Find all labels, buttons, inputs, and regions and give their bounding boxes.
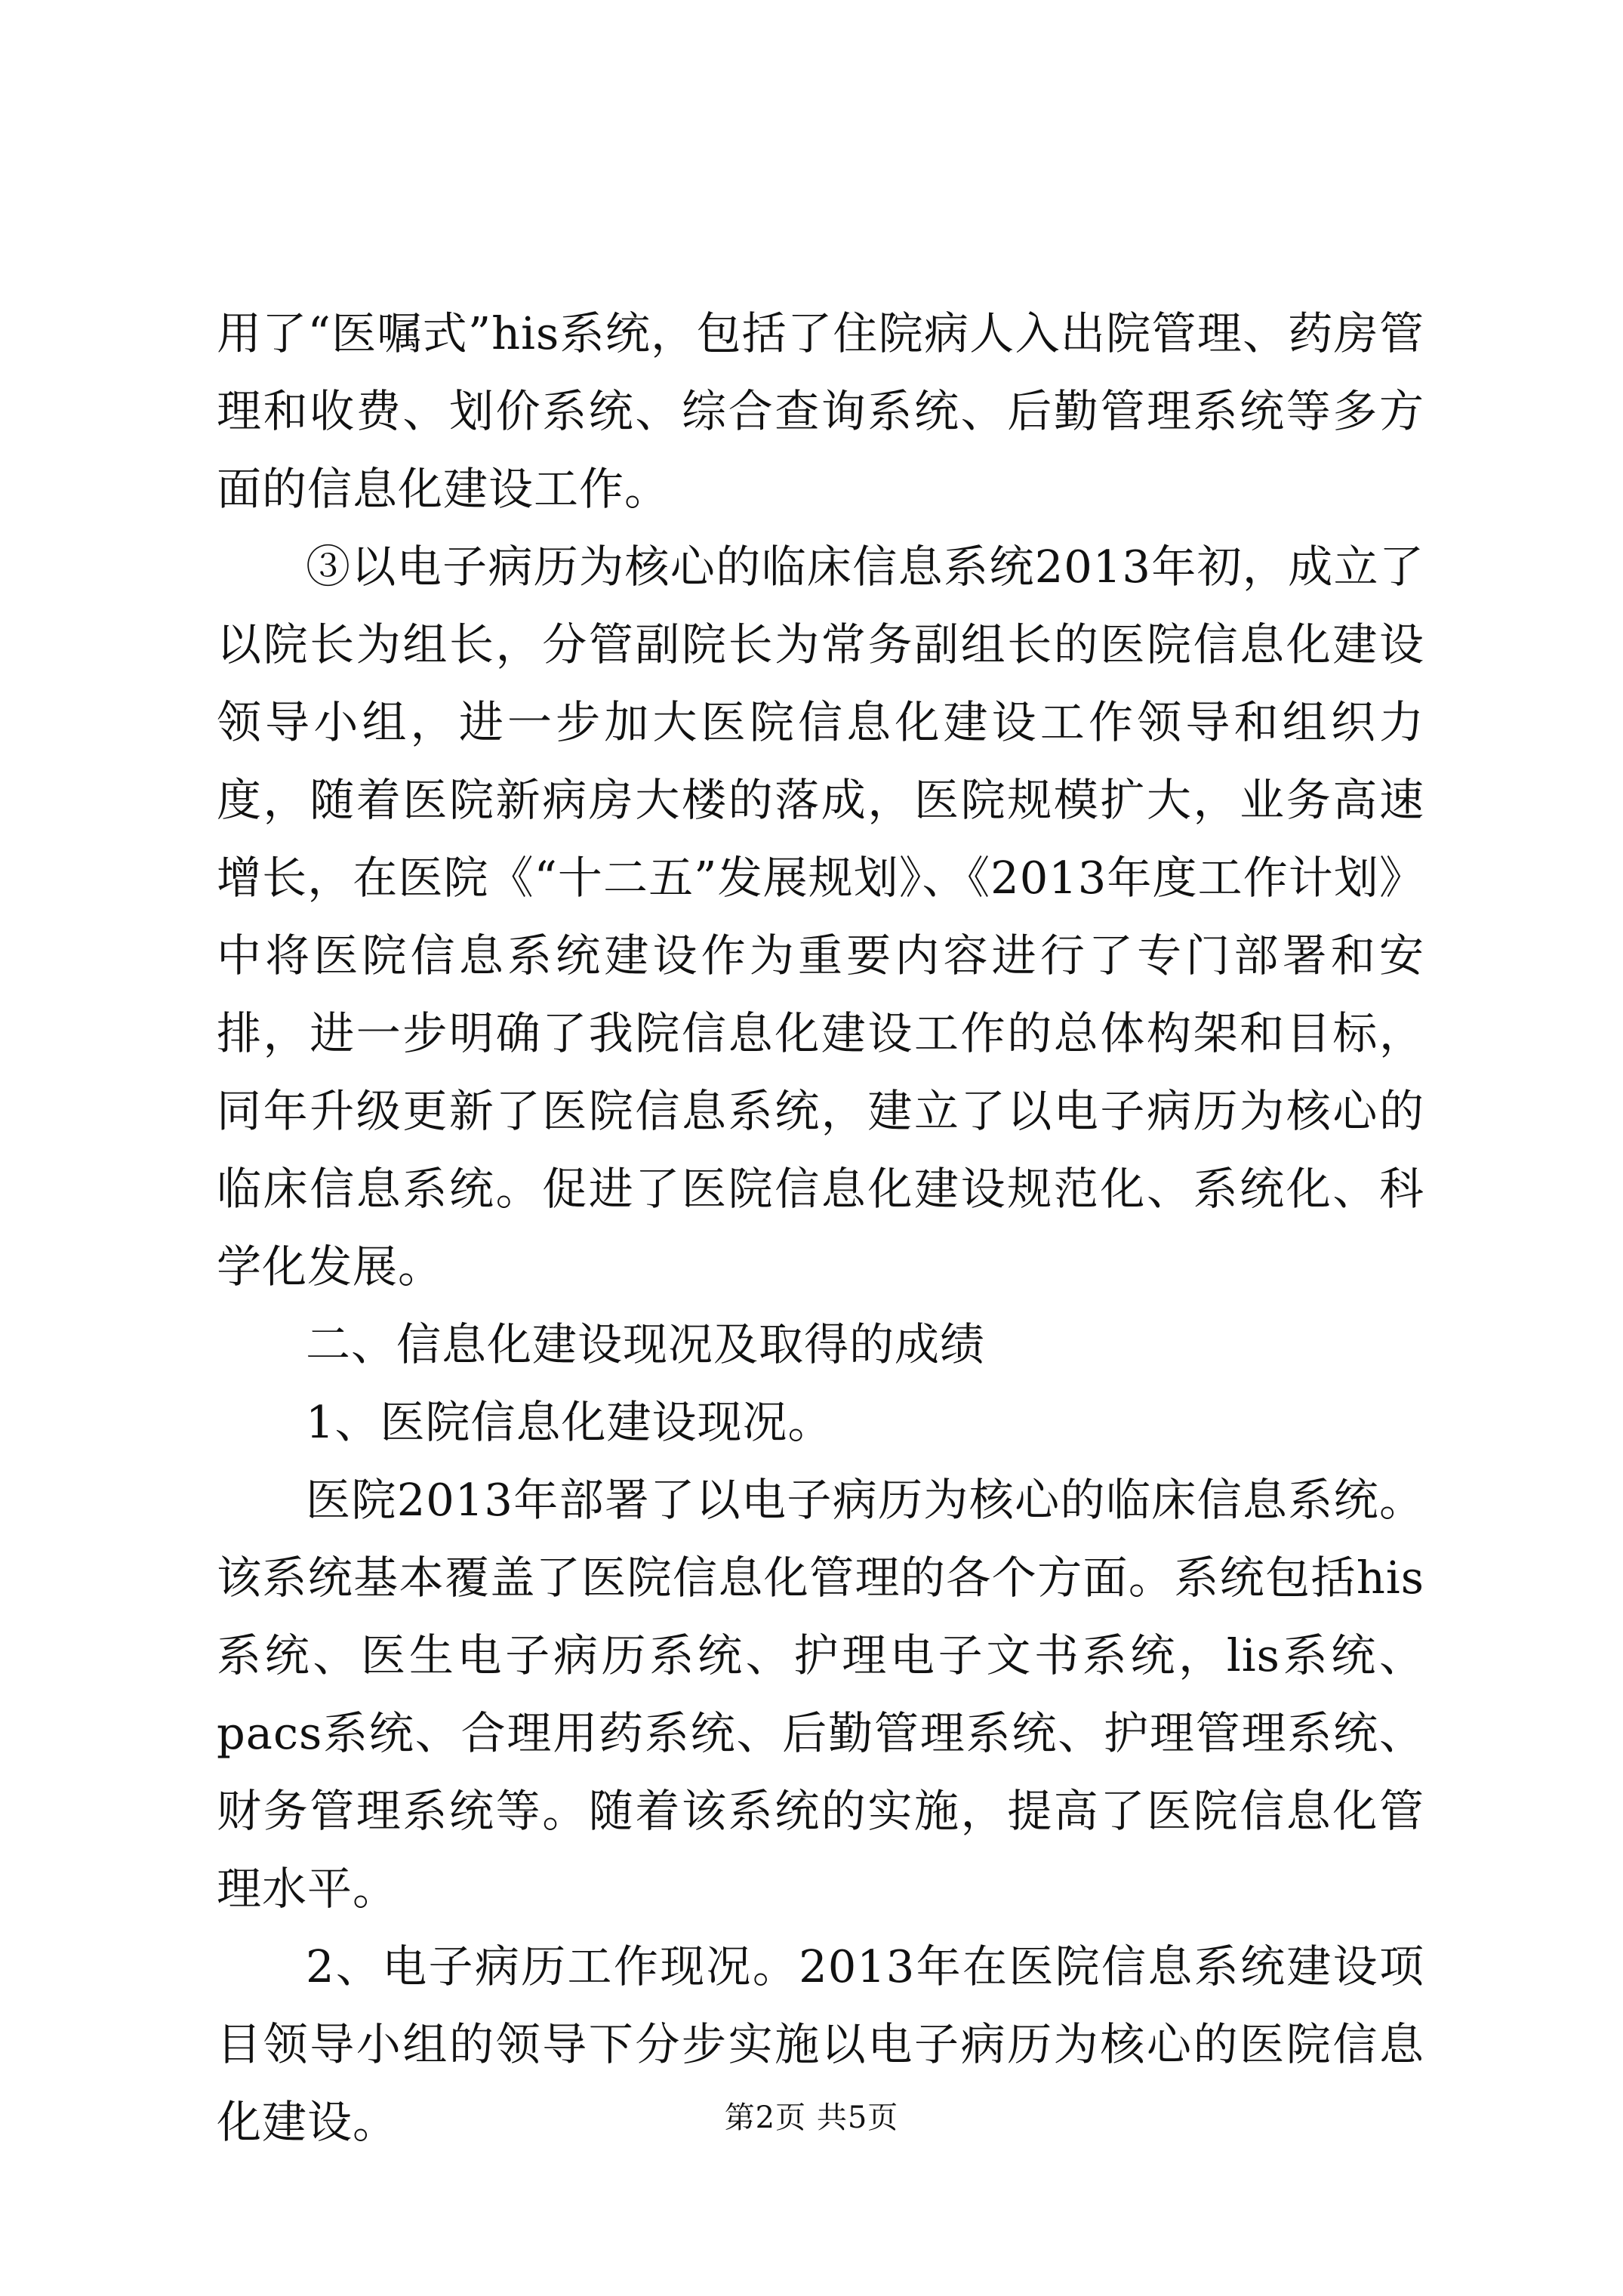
page-footer: 第2页 共5页 xyxy=(724,2100,899,2135)
paragraph-system-overview: 医院2013年部署了以电子病历为核心的临床信息系统。该系统基本覆盖了医院信息化管理的各个方面。系统包括his系统、医生电子病历系统、护理电子文书系统，lis系统、pacs系统、合理用药系统、后勤管理系统、护理管理系统、财务管理系统等。随着该系统的实施，提高了医院信息化管理水平。 xyxy=(217,1474,1424,1915)
subsection-heading: 1、医院信息化建设现况。 xyxy=(306,1396,833,1448)
document-body xyxy=(217,294,1424,2161)
paragraph-clinical-system: ③以电子病历为核心的临床信息系统2013年初，成立了以院长为组长，分管副院长为常务副组长的医院信息化建设领导小组，进一步加大医院信息化建设工作领导和组织力度，随着医院新病房大楼的落成，医院规模扩大，业务高速增长，在医院《“十二五”发展规划》、《2013年度工作计划》中将医院信息系统建设作为重要内容进行了专门部署和安排，进一步明确了我院信息化建设工作的总体构架和目标，同年升级更新了医院信息系统，建立了以电子病历为核心的临床信息系统。促进了医院信息化建设规范化、系统化、科学化发展。 xyxy=(217,541,1424,1293)
paragraph-continuation: 用了“医嘱式”his系统，包括了住院病人入出院管理、药房管理和收费、划价系统、综合查询系统、后勤管理系统等多方面的信息化建设工作。 xyxy=(217,307,1424,515)
section-heading: 二、信息化建设现况及取得的成绩 xyxy=(306,1318,986,1370)
paragraph-emr-status: 2、电子病历工作现况。2013年在医院信息系统建设项目领导小组的领导下分步实施以电子病历为核心的医院信息化建设。 xyxy=(217,1940,1424,2148)
